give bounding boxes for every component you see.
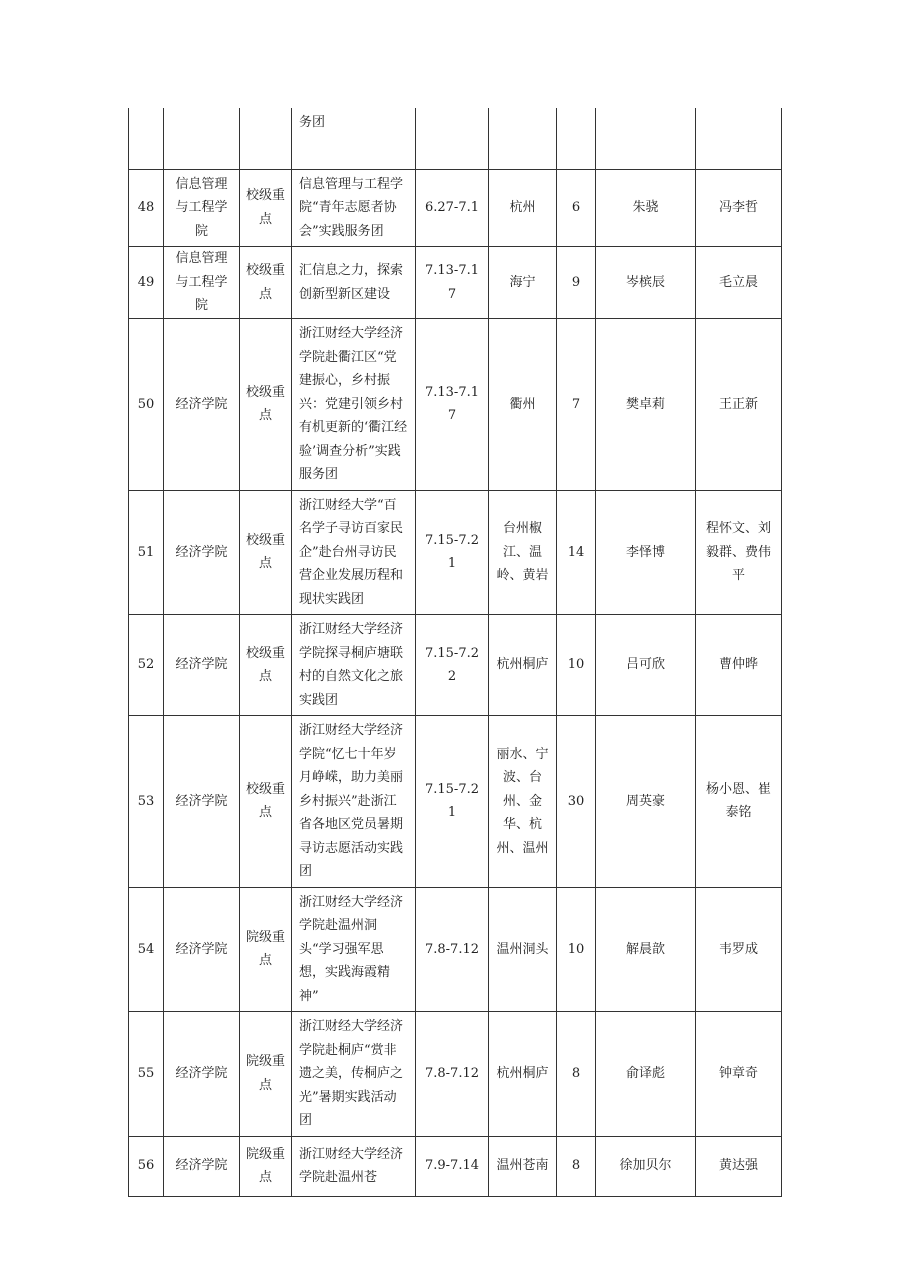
cell-date: 7.15-7.21: [416, 490, 489, 615]
cell-count: 6: [557, 169, 596, 247]
cell-no: 50: [129, 319, 164, 491]
cell-leader: 吕可欣: [596, 615, 696, 716]
cell-name: 汇信息之力，探索创新型新区建设: [292, 247, 416, 319]
cell-date: 6.27-7.1: [416, 169, 489, 247]
cell-leader: 俞译彪: [596, 1012, 696, 1137]
cell-date: 7.15-7.22: [416, 615, 489, 716]
cell-name: 浙江财经大学经济学院赴温州苍: [292, 1136, 416, 1196]
table-row: [129, 169, 782, 247]
cell-count: 7: [557, 319, 596, 491]
cell-level: 校级重点: [240, 490, 292, 615]
cell-teacher: 程怀文、刘毅群、费伟平: [696, 490, 782, 615]
cell-count: 30: [557, 716, 596, 888]
table-row: [129, 716, 782, 888]
cell-no: 54: [129, 887, 164, 1012]
cell-leader: 朱骁: [596, 169, 696, 247]
cell-college: 经济学院: [164, 490, 240, 615]
cell-no: [129, 108, 164, 169]
cell-no: 49: [129, 247, 164, 319]
cell-place: [489, 108, 557, 169]
cell-level: 校级重点: [240, 716, 292, 888]
cell-name: 浙江财经大学经济学院赴桐庐“赏非遗之美，传桐庐之光”暑期实践活动团: [292, 1012, 416, 1137]
cell-count: 8: [557, 1136, 596, 1196]
cell-count: 10: [557, 615, 596, 716]
cell-college: 经济学院: [164, 716, 240, 888]
cell-leader: [596, 108, 696, 169]
table-row: [129, 887, 782, 1012]
cell-count: 9: [557, 247, 596, 319]
cell-no: 48: [129, 169, 164, 247]
cell-place: 丽水、宁波、台州、金华、杭州、温州: [489, 716, 557, 888]
cell-level: 校级重点: [240, 169, 292, 247]
cell-name: 务团: [292, 108, 416, 169]
table-row: [129, 490, 782, 615]
cell-place: 台州椒江、温岭、黄岩: [489, 490, 557, 615]
cell-level: 校级重点: [240, 319, 292, 491]
cell-place: 杭州: [489, 169, 557, 247]
cell-college: [164, 108, 240, 169]
cell-level: 院级重点: [240, 1136, 292, 1196]
table-row: [129, 1012, 782, 1137]
cell-leader: 樊卓莉: [596, 319, 696, 491]
cell-teacher: 曹仲晔: [696, 615, 782, 716]
cell-count: 8: [557, 1012, 596, 1137]
cell-college: 经济学院: [164, 1012, 240, 1137]
cell-no: 56: [129, 1136, 164, 1196]
cell-name: 信息管理与工程学院“青年志愿者协会”实践服务团: [292, 169, 416, 247]
cell-date: [416, 108, 489, 169]
cell-leader: 徐加贝尔: [596, 1136, 696, 1196]
cell-name: 浙江财经大学经济学院赴温州洞头“学习强军思想，实践海霞精神”: [292, 887, 416, 1012]
cell-level: 校级重点: [240, 615, 292, 716]
cell-name: 浙江财经大学经济学院赴衢江区“党建振心，乡村振兴：党建引领乡村有机更新的‘衢江经验’调查分析”实践服务团: [292, 319, 416, 491]
cell-date: 7.8-7.12: [416, 1012, 489, 1137]
table-row: [129, 615, 782, 716]
cell-date: 7.13-7.17: [416, 319, 489, 491]
cell-teacher: 毛立晨: [696, 247, 782, 319]
cell-place: 杭州桐庐: [489, 1012, 557, 1137]
cell-leader: 解晨歆: [596, 887, 696, 1012]
cell-date: 7.13-7.17: [416, 247, 489, 319]
cell-date: 7.15-7.21: [416, 716, 489, 888]
cell-leader: 岑槟辰: [596, 247, 696, 319]
table-row: [129, 319, 782, 491]
cell-name: 浙江财经大学经济学院探寻桐庐塘联村的自然文化之旅实践团: [292, 615, 416, 716]
cell-teacher: 王正新: [696, 319, 782, 491]
cell-place: 温州洞头: [489, 887, 557, 1012]
project-table: [128, 108, 782, 1197]
cell-level: 校级重点: [240, 247, 292, 319]
table-row-continuation: [129, 108, 782, 169]
cell-college: 经济学院: [164, 319, 240, 491]
table-row: [129, 1136, 782, 1196]
table-row: [129, 247, 782, 319]
cell-college: 经济学院: [164, 1136, 240, 1196]
cell-level: 院级重点: [240, 1012, 292, 1137]
cell-date: 7.8-7.12: [416, 887, 489, 1012]
cell-college: 信息管理与工程学院: [164, 247, 240, 319]
cell-level: [240, 108, 292, 169]
cell-teacher: 黄达强: [696, 1136, 782, 1196]
cell-date: 7.9-7.14: [416, 1136, 489, 1196]
cell-name: 浙江财经大学“百名学子寻访百家民企”赴台州寻访民营企业发展历程和现状实践团: [292, 490, 416, 615]
cell-no: 55: [129, 1012, 164, 1137]
cell-teacher: 韦罗成: [696, 887, 782, 1012]
cell-no: 52: [129, 615, 164, 716]
cell-no: 51: [129, 490, 164, 615]
cell-place: 温州苍南: [489, 1136, 557, 1196]
cell-teacher: 冯李哲: [696, 169, 782, 247]
cell-teacher: [696, 108, 782, 169]
cell-count: 14: [557, 490, 596, 615]
cell-count: [557, 108, 596, 169]
cell-college: 信息管理与工程学院: [164, 169, 240, 247]
cell-teacher: 杨小恩、崔泰铭: [696, 716, 782, 888]
cell-leader: 周英豪: [596, 716, 696, 888]
cell-name: 浙江财经大学经济学院“忆七十年岁月峥嵘，助力美丽乡村振兴”赴浙江省各地区党员暑期寻访志愿活动实践团: [292, 716, 416, 888]
cell-level: 院级重点: [240, 887, 292, 1012]
cell-place: 海宁: [489, 247, 557, 319]
cell-no: 53: [129, 716, 164, 888]
cell-college: 经济学院: [164, 887, 240, 1012]
cell-leader: 李怿博: [596, 490, 696, 615]
cell-college: 经济学院: [164, 615, 240, 716]
cell-place: 杭州桐庐: [489, 615, 557, 716]
cell-place: 衢州: [489, 319, 557, 491]
cell-teacher: 钟章奇: [696, 1012, 782, 1137]
cell-count: 10: [557, 887, 596, 1012]
